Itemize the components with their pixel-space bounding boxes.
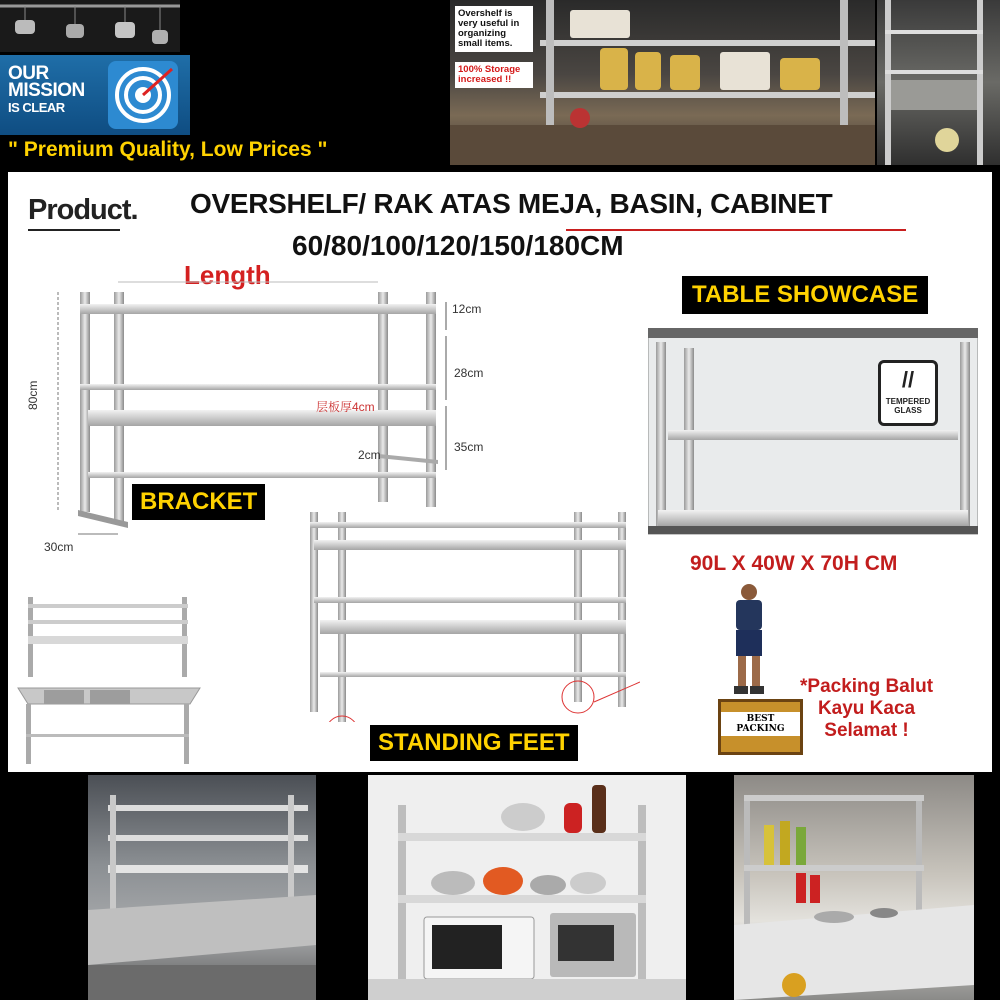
sink-overshelf-diagram xyxy=(14,592,204,767)
mission-line-1: OUR xyxy=(8,63,49,84)
dim-height: 80cm xyxy=(26,380,40,410)
mission-line-3: IS CLEAR xyxy=(8,100,65,115)
standing-feet-label: STANDING FEET xyxy=(370,725,578,761)
tempered-glass-text: TEMPERED GLASS xyxy=(885,397,931,415)
mission-line-2: MISSION xyxy=(8,80,85,101)
packing-note-line-1: *Packing Balut xyxy=(800,676,934,697)
dim-mid-gap: 28cm xyxy=(454,366,484,380)
tempered-glass-badge xyxy=(878,360,938,426)
commercial-kitchen-photo xyxy=(88,775,316,1000)
tagline: " Premium Quality, Low Prices " xyxy=(8,138,328,161)
packing-note xyxy=(800,676,933,742)
packing-box xyxy=(718,699,803,755)
storage-note: 100% Storage increased !! xyxy=(455,62,533,88)
overshelf-note: Overshelf is very useful in organizing small items. xyxy=(455,6,533,52)
table-showcase-label: TABLE SHOWCASE xyxy=(682,276,928,314)
bracket-label: BRACKET xyxy=(132,484,265,520)
packing-note-line-3: Selamat ! xyxy=(824,720,909,741)
product-title: OVERSHELF/ RAK ATAS MEJA, BASIN, CABINET xyxy=(190,188,833,219)
mission-badge xyxy=(0,55,190,135)
product-logo: Product. xyxy=(28,194,138,231)
dim-shelf-thickness: 层板厚4cm xyxy=(316,400,375,414)
standing-feet-shelf-diagram xyxy=(300,502,640,722)
packing-note-line-2: Kayu Kaca xyxy=(817,698,916,719)
product-panel xyxy=(8,172,992,772)
target-icon xyxy=(108,61,178,129)
showcase-table-photo xyxy=(734,775,974,1000)
length-label: Length xyxy=(184,260,271,290)
man-standing-on-box xyxy=(714,582,784,702)
dim-depth: 30cm xyxy=(44,540,74,554)
basin-overshelf-photo xyxy=(877,0,1000,165)
best-packing-label: BEST PACKING xyxy=(721,712,800,736)
dim-bottom-gap: 35cm xyxy=(454,440,484,454)
mission-text xyxy=(8,65,85,116)
product-sizes: 60/80/100/120/150/180CM xyxy=(292,230,624,261)
dim-foot: 2cm xyxy=(358,448,381,462)
hanging-pots-photo xyxy=(0,0,180,52)
showcase-size: 90L X 40W X 70H CM xyxy=(690,552,898,575)
dim-top-gap: 12cm xyxy=(452,302,482,316)
microwave-shelf-photo xyxy=(368,775,686,1000)
glass-icon: // xyxy=(901,367,915,392)
